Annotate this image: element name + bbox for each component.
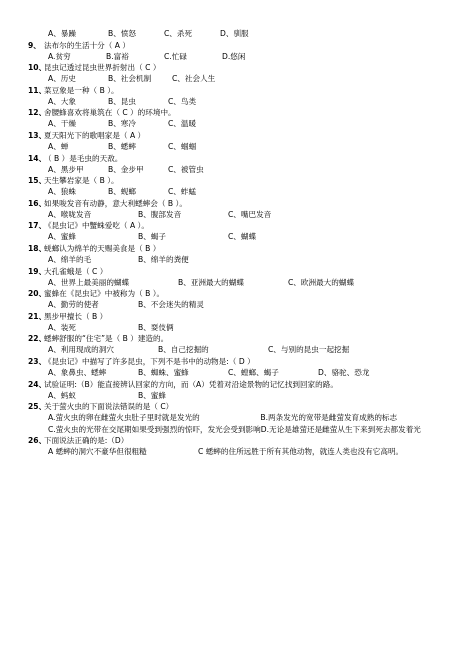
answer-option: B、昆虫 (108, 96, 136, 106)
question-number: 16、 (28, 198, 47, 208)
answer-option: A.贫穷 (48, 51, 71, 61)
answer-options (28, 143, 458, 155)
question-18 (28, 403, 458, 426)
question-2 (28, 42, 458, 65)
question-14 (28, 313, 458, 336)
answer-option: C、温暖 (168, 119, 197, 129)
answer-option: A、蚂蚁 (48, 390, 76, 400)
question-8 (28, 177, 458, 200)
answer-option: C、螳螂、蝎子 (228, 367, 279, 377)
answer-option: B、绵羊的粪便 (138, 254, 189, 264)
question-text: 法布尔的生活十分（ A ） (44, 40, 130, 50)
answer-option: A 蟋蟀的洞穴不豪华但很粗糙 (48, 447, 147, 457)
answer-option: C、蝈蝈 (168, 141, 197, 151)
question-text: 《昆虫记》中描写了许多昆虫，下列不是书中的动物是:（ D ） (44, 356, 255, 366)
question-1 (28, 30, 458, 42)
answer-option: B、蝎子 (138, 232, 166, 242)
answer-options (28, 414, 458, 426)
question-text: 下面说法正确的是:（D） (44, 436, 129, 446)
question-stem-line (28, 268, 458, 279)
answer-option: D、骆驼、恐龙 (318, 367, 370, 377)
question-number: 15、 (28, 176, 47, 186)
answer-option: B、蜜蜂 (138, 390, 166, 400)
question-stem-line (28, 132, 458, 143)
question-stem-line (28, 64, 458, 75)
question-stem-line (28, 109, 458, 120)
answer-option: C、鸟类 (168, 96, 197, 106)
question-stem-line (28, 313, 458, 324)
question-text: 《昆虫记》中蟹蛛爱吃（ A ）。 (44, 221, 149, 231)
question-text: 关于萤火虫的下面说法错误的是（ C） (44, 402, 174, 412)
answer-option: A、蜜蜂 (48, 232, 76, 242)
question-stem-line (28, 177, 458, 188)
question-3 (28, 64, 458, 87)
answer-option: A、象鼻虫、蟋蟀 (48, 367, 107, 377)
question-13 (28, 290, 458, 313)
question-text: 大孔雀蛾是（ C ） (44, 266, 108, 276)
question-stem-line (28, 381, 458, 392)
answer-option: B、自己挖掘的 (158, 345, 209, 355)
answer-option: B.两条发光的宽带是雌萤发育成熟的标志 (260, 413, 398, 423)
answer-option: B、亚洲最大的蝴蝶 (178, 277, 244, 287)
question-stem-line (28, 42, 458, 53)
answer-option: A、历史 (48, 74, 76, 84)
answer-option: A、利用现成的洞穴 (48, 345, 114, 355)
question-text: 试验证明:（B）能直接辨认回家的方向，而（A）凭着对沿途景物的记忆找到回家的路。 (44, 379, 338, 389)
question-number: 9、 (28, 40, 41, 50)
question-number: 20、 (28, 289, 47, 299)
question-text: 蜜蜂在《昆虫记》中被称为（ B ）。 (44, 289, 165, 299)
question-number: 21、 (28, 311, 47, 321)
answer-option: B、腹部发音 (138, 209, 182, 219)
answer-option: C.忙碌 (164, 51, 187, 61)
question-number: 23、 (28, 356, 47, 366)
question-text: 夏天阳光下的歌唱家是（ A ） (44, 130, 146, 140)
answer-option: B、蟋蟀 (108, 141, 136, 151)
answer-option: C、与别的昆虫一起挖掘 (268, 345, 350, 355)
question-text: 蟋蟀舒服的“住宅”是（ B ）建造的。 (44, 334, 169, 344)
answer-option: D、驯服 (220, 29, 249, 38)
answer-option: D.无论是雄萤还是雌萤从生下来到死去都发着光 (260, 424, 421, 434)
answer-option: B、不会迷失的精灵 (138, 300, 204, 310)
question-20 (28, 437, 458, 460)
question-number: 19、 (28, 266, 47, 276)
question-6 (28, 132, 458, 155)
question-5 (28, 109, 458, 132)
answer-option: A、蝉 (48, 141, 69, 151)
question-number: 13、 (28, 130, 47, 140)
question-stem-line (28, 87, 458, 98)
question-number: 26、 (28, 436, 47, 446)
answer-option: A、黑步甲 (48, 164, 84, 174)
answer-option: C、欧洲最大的蝴蝶 (288, 277, 355, 287)
answer-option: A、绵羊的毛 (48, 254, 92, 264)
question-text: 黑步甲擅长（ B ） (44, 311, 108, 321)
question-text: （ B ）是毛虫的天敌。 (44, 153, 123, 163)
answer-option: A、勤劳的使者 (48, 300, 99, 310)
question-11 (28, 245, 458, 268)
answer-option: B、寒冷 (108, 119, 136, 129)
answer-option: B、耍伎俩 (138, 322, 174, 332)
question-number: 18、 (28, 243, 47, 253)
answer-option: A.萤火虫的卵在雌萤火虫肚子里时就是发光的 (48, 413, 200, 423)
question-number: 11、 (28, 85, 47, 95)
question-text: 蜣螂认为绵羊的天赐美食是（ B ） (44, 243, 161, 253)
answer-options (28, 301, 458, 313)
answer-option: B、社会机制 (108, 74, 152, 84)
answer-option: A、大象 (48, 96, 76, 106)
question-number: 24、 (28, 379, 47, 389)
answer-options (28, 188, 458, 200)
answer-options (28, 369, 458, 381)
question-text: 如果唆发音有动静，意大利蟋蟀会（ B ）。 (44, 198, 187, 208)
question-7 (28, 155, 458, 178)
answer-option: C、蚱蜢 (168, 187, 197, 197)
question-number: 22、 (28, 334, 47, 344)
answer-option: C、蝴蝶 (228, 232, 257, 242)
answer-option: C、嘴巴发音 (228, 209, 272, 219)
question-4 (28, 87, 458, 110)
answer-option: A、狼蛛 (48, 187, 76, 197)
question-number: 10、 (28, 63, 47, 73)
question-10 (28, 222, 458, 245)
question-9 (28, 200, 458, 223)
question-15 (28, 335, 458, 358)
answer-option: C、杀死 (164, 29, 193, 38)
answer-options (28, 30, 458, 42)
answer-option: B、蚬螂 (108, 187, 136, 197)
question-12 (28, 268, 458, 291)
answer-option: A、喉咙发音 (48, 209, 92, 219)
question-text: 菜豆象是一种（ B ）。 (44, 85, 119, 95)
answer-option: B.富裕 (106, 51, 129, 61)
answer-option: C、被管虫 (168, 164, 204, 174)
answer-option: B、愤怒 (108, 29, 136, 38)
answer-option: C 蟋蟀的住所远胜于所有其他动物，就连人类也没有它高明。 (198, 447, 404, 457)
answer-option: D.悠闲 (222, 51, 246, 61)
question-text: 天生攀岩家是（ B ）。 (44, 176, 119, 186)
question-number: 25、 (28, 402, 47, 412)
answer-option: A、干燥 (48, 119, 76, 129)
answer-options (28, 448, 458, 460)
question-stem-line (28, 155, 458, 166)
answer-option: C.萤火虫的光带在交尾期如果受到强烈的惊吓，发光会受到影响 (48, 424, 261, 434)
question-number: 17、 (28, 221, 47, 231)
answer-option: B、蜘蛛、蜜蜂 (138, 367, 189, 377)
answer-option: A、装死 (48, 322, 76, 332)
question-number: 12、 (28, 108, 47, 118)
question-17 (28, 381, 458, 404)
document-page (28, 30, 458, 460)
question-stem-line (28, 245, 458, 256)
answer-option: A、暴躁 (48, 29, 76, 38)
answer-options (28, 256, 458, 268)
question-text: 舍腰蜂喜欢将巢筑在（ C ）的环境中。 (44, 108, 176, 118)
answer-option: A、世界上最美丽的蝴蝶 (48, 277, 130, 287)
question-text: 昆虫记透过昆虫世界折射出（ C ） (44, 63, 161, 73)
answer-option: C、社会人生 (172, 74, 216, 84)
question-number: 14、 (28, 153, 47, 163)
answer-option: B、金步甲 (108, 164, 144, 174)
question-16 (28, 358, 458, 381)
